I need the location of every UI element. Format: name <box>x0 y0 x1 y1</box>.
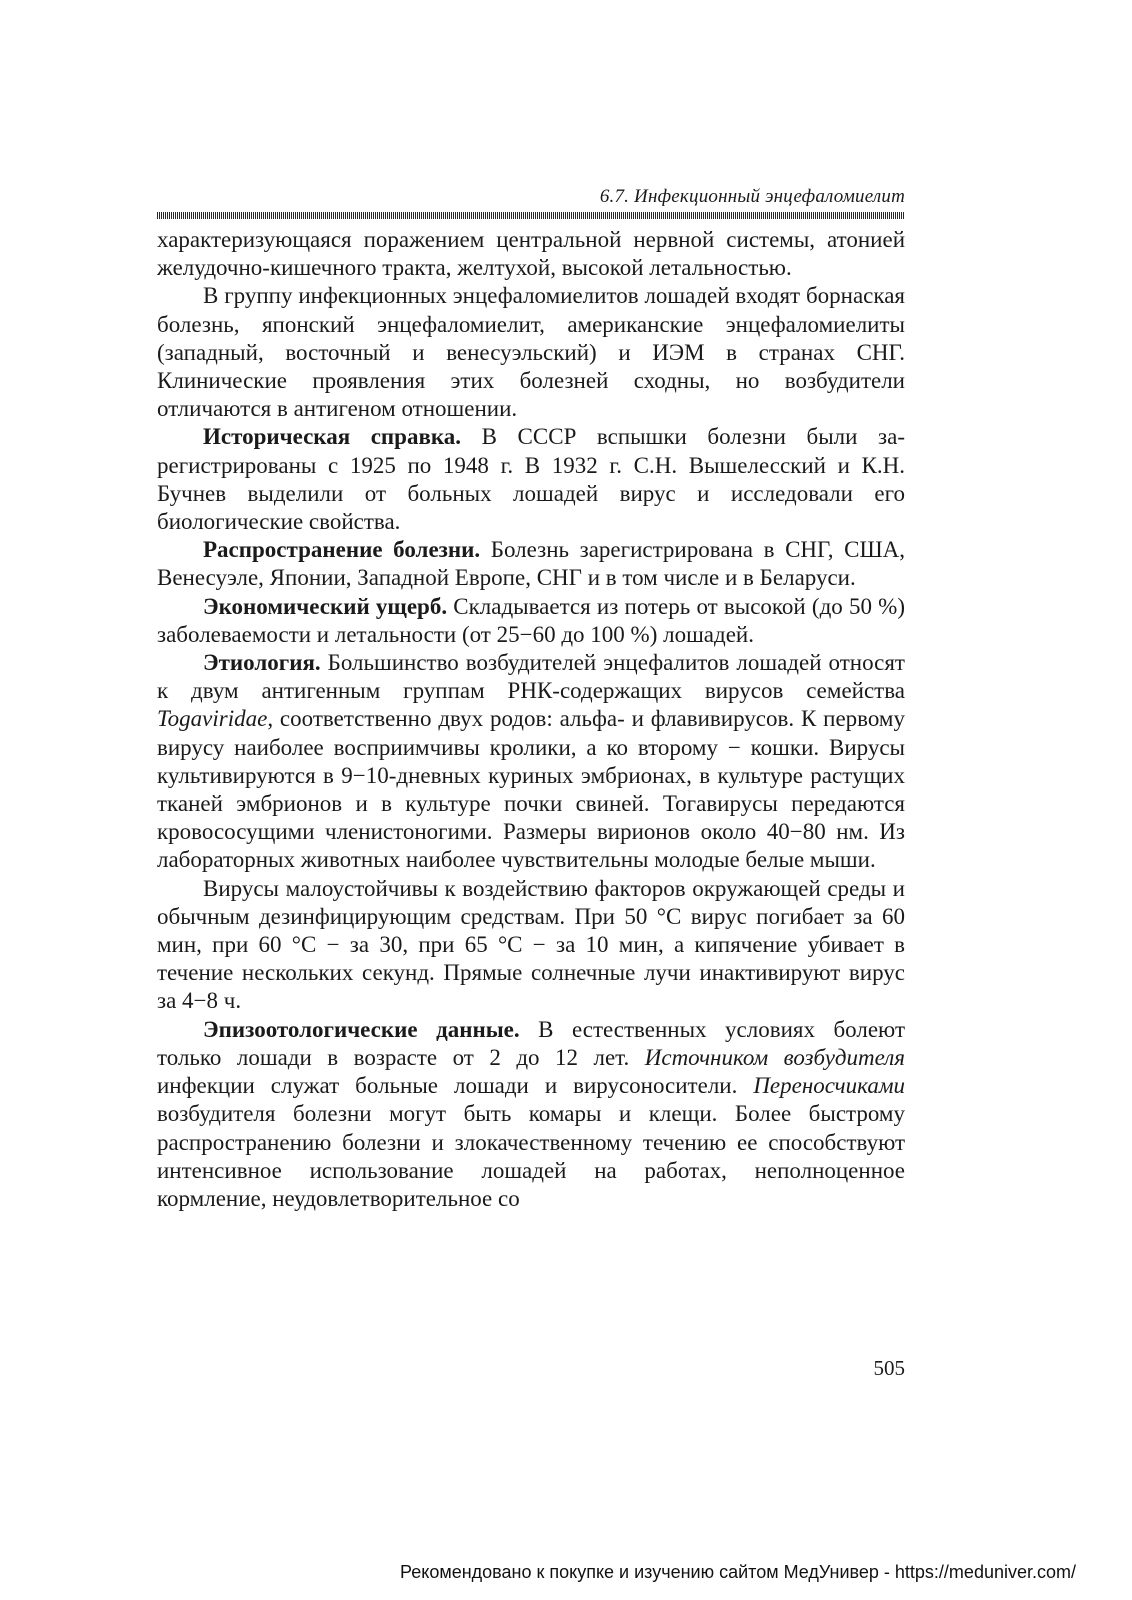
etiology-text-a: Большинство возбудителей энцефалитов лошадей относят к двум антигенным группам РНК-содержащих вирусов семейства <box>157 650 905 704</box>
epizootology-text-b: инфекции служат больные лошади и вирусоносители. <box>157 1073 754 1099</box>
paragraph-economic-damage <box>157 593 905 649</box>
distribution-text: Болезнь зарегистрирована в СНГ, США, Венесуэле, Японии, Западной Европе, СНГ и в том числе и в Беларуси. <box>157 537 906 591</box>
footer-note: Рекомендовано к покупке и изучению сайтом МедУнивер - https://meduniver.com/ <box>400 1562 1076 1582</box>
epizootology-text-a: В естественных условиях болеют только лошади в возрасте от 2 до 12 лет. <box>157 1016 905 1070</box>
paragraph-intro: В группу инфекционных энцефаломиелитов лошадей входят борнаская болезнь, японский энцефаломиелит, американские энцефаломиелиты (западный, восточный и венесуэльский) и ИЭМ в странах СНГ. Клинические проявления этих болезней сходны, но возбудители отличаются в антигеном отношении. <box>157 283 905 422</box>
paragraph-resistance: Вирусы малоустойчивы к воздействию факторов окружающей среды и обычным дезинфицирующим средствам. При 50 °С вирус погибает за 60 мин, при 60 °С − за 30, при 65 °С − за 10 мин, а кипячение убивает в течение нескольких секунд. Прямые солнечные лучи инактивируют вирус за 4−8 ч. <box>157 875 905 1014</box>
body-text <box>157 226 905 1213</box>
section-heading-history: Историческая справка. <box>203 424 462 450</box>
page-number: 505 <box>873 1356 905 1380</box>
paragraph-continuation: характеризующаяся поражением центральной нервной системы, атонией желудочно-кишечного тракта, желтухой, высокой летальностью. <box>157 227 905 281</box>
paragraph-epizootology <box>157 1016 905 1213</box>
section-heading-economic-damage: Экономический ущерб. <box>203 593 448 619</box>
section-heading-distribution: Распространение болезни. <box>203 537 481 563</box>
epizootology-italic-source: Источником возбудителя <box>644 1044 905 1070</box>
section-heading-epizootology: Эпизоотологические данные. <box>203 1016 520 1042</box>
paragraph-etiology <box>157 649 905 875</box>
etiology-text-b: , соответственно двух родов: альфа- и флавивирусов. К первому вирусу наиболее восприимчивы кролики, а ко второму − кошки. Вирусы культивируются в 9−10-дневных куриных эмбрионах, в культуре растущих тканей эмбрионов и в культуре почки свиней. Тогавирусы передаются кровососущими членистоногими. Размеры вирионов около 40−80 нм. Из лабораторных животных наиболее чувствительны молодые белые мыши. <box>157 706 905 873</box>
epizootology-italic-vectors: Переносчиками <box>753 1073 905 1099</box>
paragraph-distribution <box>157 536 905 592</box>
paragraph-history <box>157 423 905 536</box>
etiology-family-name: Togaviridae <box>157 706 268 732</box>
section-heading-etiology: Этиология. <box>203 650 321 676</box>
epizootology-text-c: возбудителя болезни могут быть комары и клещи. Более быстрому распространению болезни и злокачественному течению ее способствуют интенсивное использование лошадей на работах, неполноценное кормление, неудовлетворительное со <box>157 1101 905 1211</box>
running-title: 6.7. Инфекционный энцефаломиелит <box>599 186 905 207</box>
history-text: В СССР вспышки болезни были зарегистрированы с 1925 по 1948 г. В 1932 г. С.Н. Вышелесский и К.Н. Бучнев выделили от больных лошадей вирус и исследовали его биологические свойства. <box>157 424 905 535</box>
economic-damage-text: Складывается из потерь от высокой (до 50 %) заболеваемости и летальности (от 25−60 до 100 %) лошадей. <box>157 593 905 647</box>
header-rule <box>157 212 905 219</box>
